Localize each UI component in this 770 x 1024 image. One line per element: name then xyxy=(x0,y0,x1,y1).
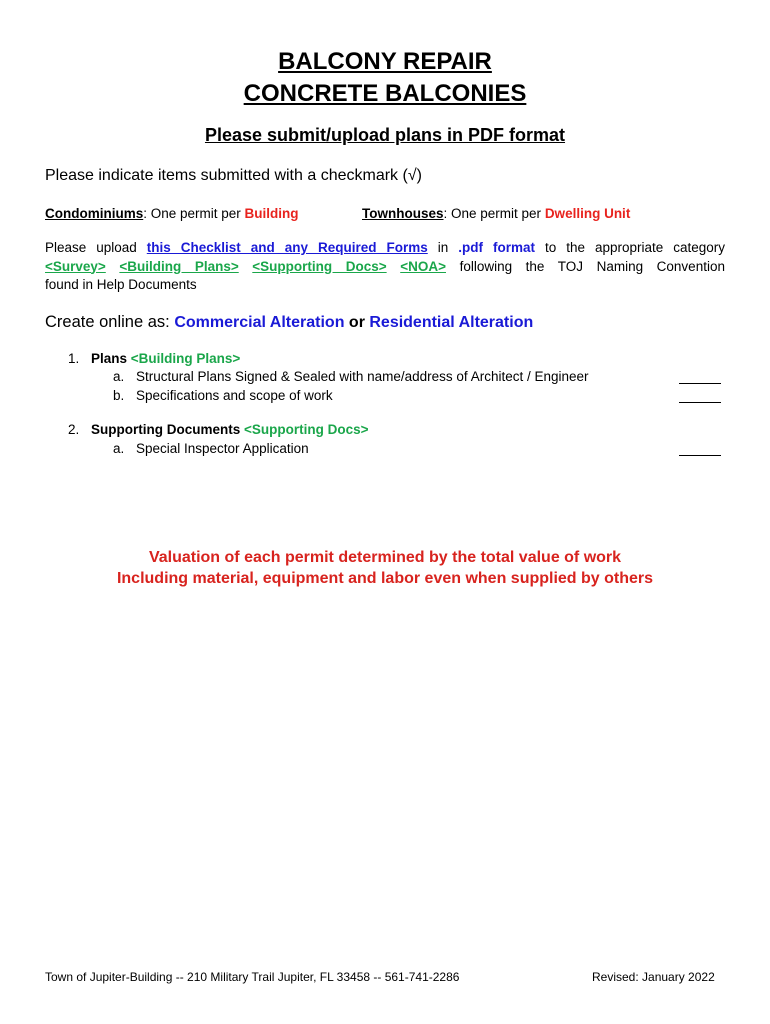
naming-convention-text: following the TOJ Naming Convention xyxy=(446,258,725,274)
item-2a-checkmark-blank[interactable] xyxy=(679,455,721,456)
item-1a-letter: a. xyxy=(113,369,125,384)
subtitle: Please submit/upload plans in PDF format xyxy=(204,125,566,145)
footer-revised: Revised: January 2022 xyxy=(592,970,715,984)
category-survey: <Survey> xyxy=(45,258,106,274)
condominiums-text: : One permit per xyxy=(143,206,245,221)
valuation-line-1: Valuation of each permit determined by the total value of work xyxy=(148,549,622,566)
section-1-number: 1. xyxy=(68,351,80,366)
item-2a-text: Special Inspector Application xyxy=(136,441,309,456)
category-supporting-docs: <Supporting Docs> xyxy=(252,258,387,274)
category-building-plans: <Building Plans> xyxy=(119,258,239,274)
item-1a-text: Structural Plans Signed & Sealed with name/address of Architect / Engineer xyxy=(136,369,589,384)
residential-alteration-option: Residential Alteration xyxy=(369,314,534,331)
item-1b-letter: b. xyxy=(113,388,125,403)
upload-line-1 xyxy=(45,239,725,258)
upload-suffix: to the appropriate category xyxy=(534,240,725,255)
section-1-heading xyxy=(91,350,240,368)
create-or: or xyxy=(344,314,370,331)
condominiums-value: Building xyxy=(244,206,299,221)
create-label: Create online as: xyxy=(45,313,170,331)
upload-prefix: Please upload xyxy=(45,240,147,255)
section-2-heading xyxy=(91,421,369,439)
checklist-forms-link[interactable]: this Checklist and any Required Forms xyxy=(146,240,428,255)
upload-in: in xyxy=(427,240,459,255)
item-1b-text: Specifications and scope of work xyxy=(136,388,333,403)
section-2-number: 2. xyxy=(68,422,80,437)
upload-line-2 xyxy=(45,258,725,277)
valuation-line-2: Including material, equipment and labor even when supplied by others xyxy=(116,570,654,587)
townhouses-text: : One permit per xyxy=(443,206,545,221)
upload-line-3: found in Help Documents xyxy=(45,277,197,292)
section-1-tag: <Building Plans> xyxy=(130,351,241,366)
item-2a-letter: a. xyxy=(113,441,125,456)
condominiums-line xyxy=(45,205,299,223)
condominiums-label: Condominiums xyxy=(45,206,144,221)
category-noa: <NOA> xyxy=(400,258,446,274)
checkmark-instruction: Please indicate items submitted with a checkmark (√) xyxy=(45,167,422,184)
create-online-line xyxy=(45,311,533,334)
commercial-alteration-option: Commercial Alteration xyxy=(174,314,345,331)
section-1-title: Plans xyxy=(91,351,131,366)
pdf-format-text: .pdf format xyxy=(458,240,535,255)
title-line-2: CONCRETE BALCONIES xyxy=(243,80,527,107)
section-2-tag: <Supporting Docs> xyxy=(244,422,369,437)
townhouses-line xyxy=(362,205,630,223)
section-2-title: Supporting Documents xyxy=(91,422,244,437)
footer-address: Town of Jupiter-Building -- 210 Military Trail Jupiter, FL 33458 -- 561-741-2286 xyxy=(45,970,460,984)
townhouses-value: Dwelling Unit xyxy=(544,206,631,221)
title-line-1: BALCONY REPAIR xyxy=(278,48,492,75)
upload-instructions xyxy=(45,239,725,295)
item-1a-checkmark-blank[interactable] xyxy=(679,383,721,384)
item-1b-checkmark-blank[interactable] xyxy=(679,402,721,403)
townhouses-label: Townhouses xyxy=(362,206,444,221)
